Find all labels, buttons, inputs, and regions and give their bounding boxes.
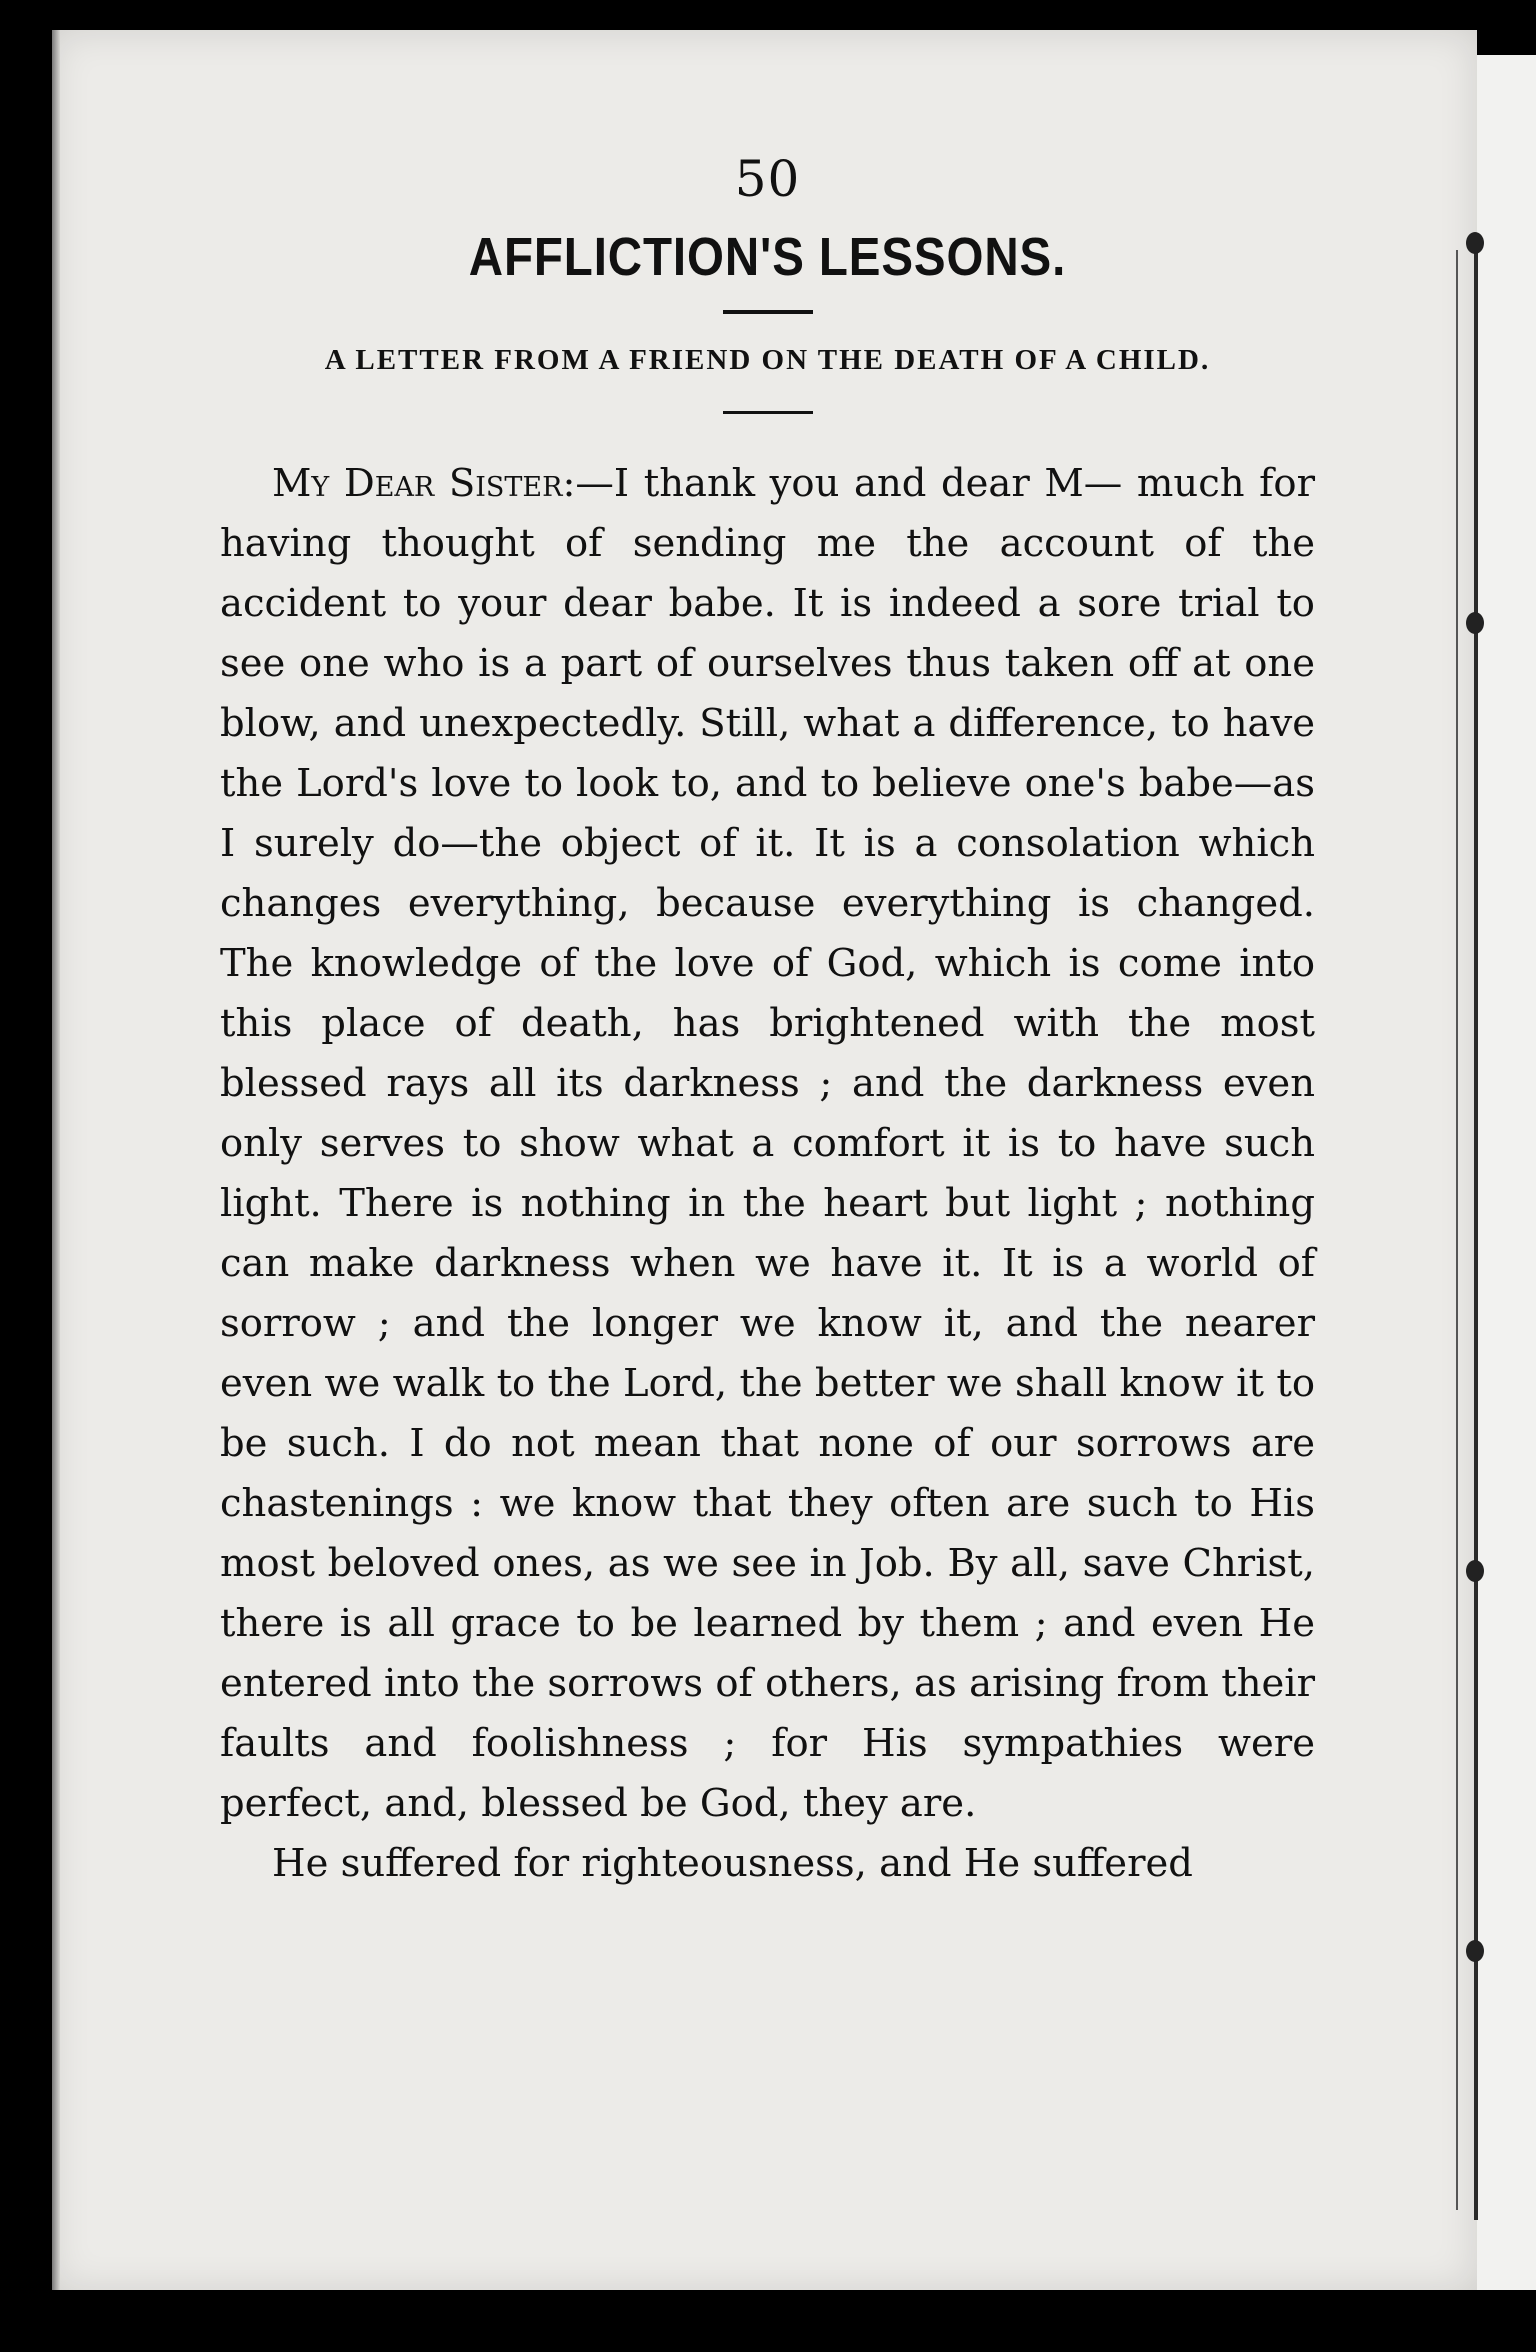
scan-bottom-band [0, 2290, 1536, 2352]
letter-body [220, 454, 1315, 1894]
binding-thread-inner [1456, 250, 1458, 2210]
page-content [220, 150, 1315, 1894]
title-rule [723, 310, 813, 314]
salutation: My Dear Sister [272, 461, 563, 506]
thread-knot [1466, 612, 1484, 634]
letter-paragraph: He suffered for righteousness, and He suffered [272, 1841, 1193, 1886]
binding-thread [1474, 240, 1478, 2220]
page-subtitle: A LETTER FROM A FRIEND ON THE DEATH OF A CHILD. [324, 344, 1211, 376]
page-left-edge [52, 30, 60, 2292]
subtitle-rule [723, 411, 813, 414]
page-number: 50 [734, 150, 801, 208]
thread-knot [1466, 1940, 1484, 1962]
letter-paragraph [220, 454, 1315, 1834]
thread-knot [1466, 1560, 1484, 1582]
paragraph-text: :—I thank you and dear M— much for having thought of sending me the account of the accident to your dear babe. It is indeed a sore trial to see one who is a part of ourselves thus taken off at one blow, and unexpectedly. Still, what a difference, to have the Lord's love to look to, and to believe one's babe—as I surely do—the object of it. It is a consolation which changes everything, because everything is changed. The knowledge of the love of God, which is come into this place of death, has brightened with the most blessed rays all its darkness ; and the darkness even only serves to show what a comfort it is to have such light. There is nothing in the heart but light ; nothing can make darkness when we have it. It is a world of sorrow ; and the longer we know it, and the nearer even we walk to the Lord, the better we shall know it to be such. I do not mean that none of our sorrows are chastenings : we know that they often are such to His most beloved ones, as we see in Job. By all, save Christ, there is all grace to be learned by them ; and even He entered into the sorrows of others, as arising from their faults and foolishness ; for His sympathies were perfect, and, blessed be God, they are. [220, 461, 1315, 1826]
page-title: AFFLICTION'S LESSONS. [468, 227, 1067, 287]
binding-strip [1477, 55, 1536, 2295]
thread-knot [1466, 232, 1484, 254]
